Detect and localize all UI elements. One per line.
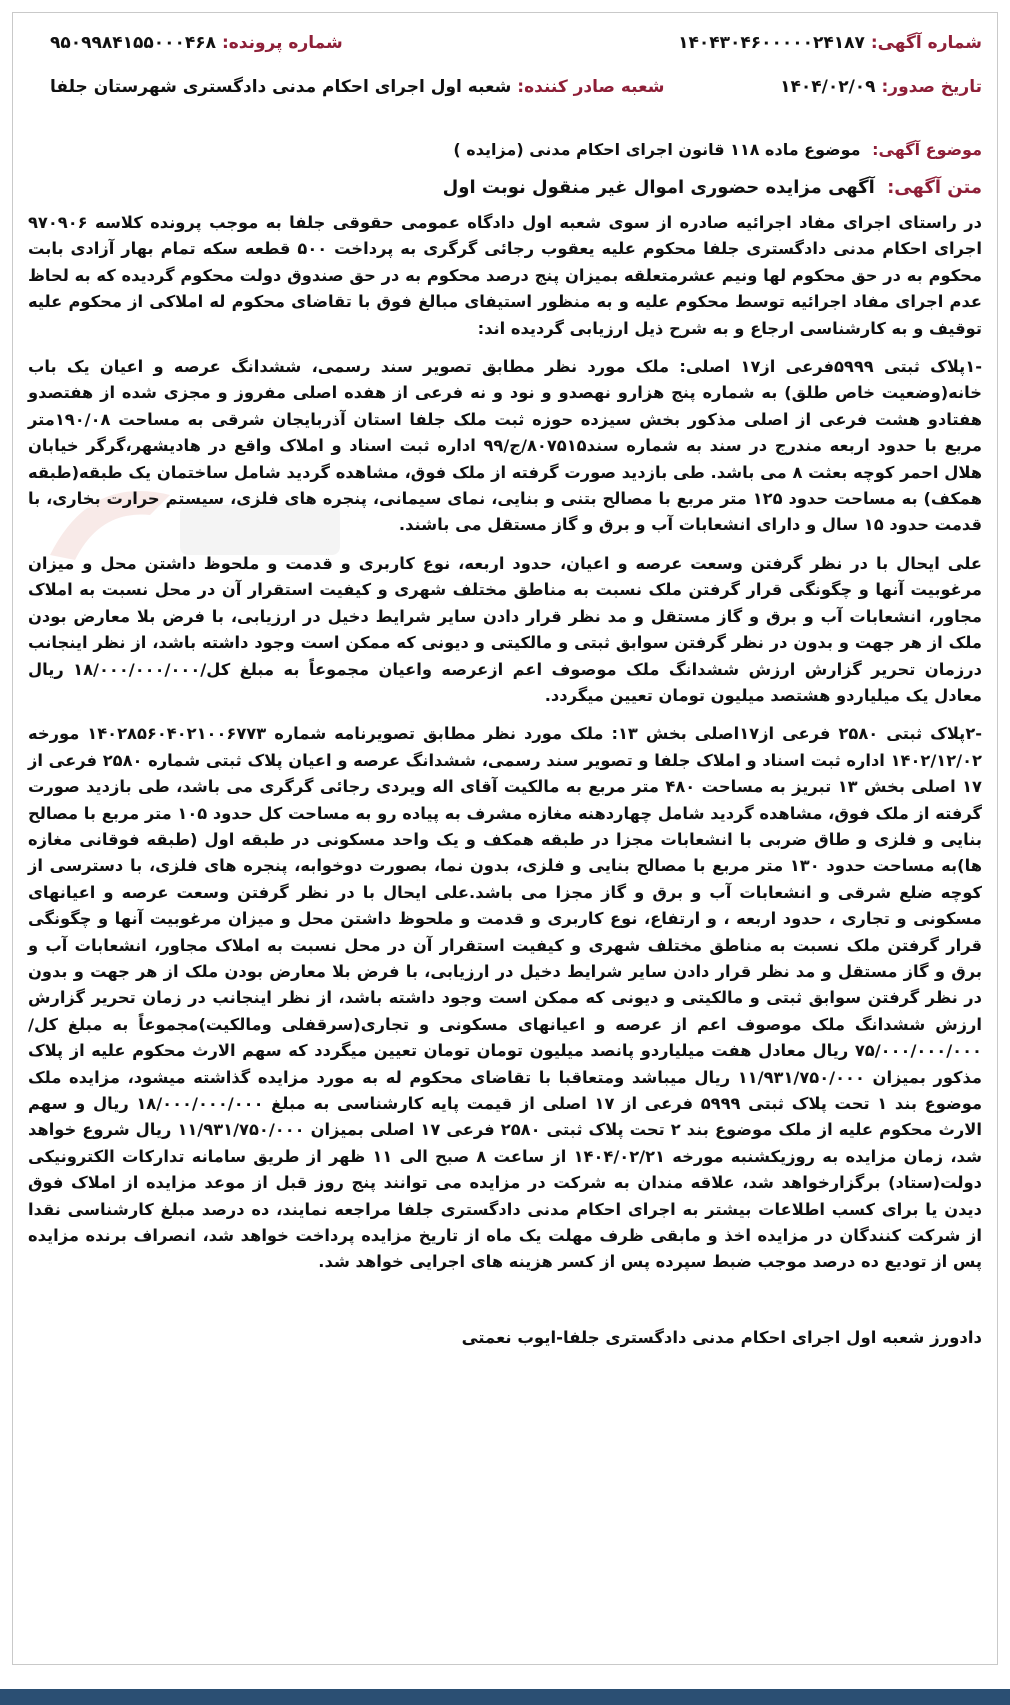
case-number: [50, 28, 343, 58]
case-number-value: ۹۵۰۹۹۸۴۱۵۵۰۰۰۴۶۸: [50, 33, 217, 53]
bottom-bar: [0, 1689, 1010, 1705]
issuing-branch-label: شعبه صادر کننده:: [517, 77, 665, 97]
notice-body: [28, 210, 982, 1276]
case-number-label: شماره پرونده:: [221, 33, 343, 53]
paragraph-property-2: -۲پلاک ثبتی ۲۵۸۰ فرعی از۱۷اصلی بخش ۱۳: ملک مورد نظر مطابق تصویرنامه شماره ۱۴۰۲۸۵۶۰۴۰۲۱۰۰۶۷۷۳ مورخه ۱۴۰۲/۱۲/۰۲ اداره ثبت اسناد و املاک جلفا و تصویر سند رسمی، ششدانگ عرصه و اعیان پلاک ثبتی شماره ۲۵۸۰ فرعی از ۱۷ اصلی بخش ۱۳ تبریز به مساحت ۴۸۰ متر مربع به مالکیت آقای اله ویردی رجائی گرگری می باشد، طی بازدید صورت گرفته از ملک فوق، مشاهده گردید شامل چهاردهنه مغازه مشرف به پیاده رو به مساحت کل حدود ۱۰۵ متر مربع با مصالح بنایی و فلزی و طاق ضربی با انشعابات مجزا در طبقه همکف و یک واحد مسکونی در طبقه اول (طبقه فوقانی مغازه ها)به مساحت حدود ۱۳۰ متر مربع با مصالح بنایی و فلزی، بدون نما، بصورت دوخوابه، پنجره های فلزی، با دسترسی از کوچه ضلع شرقی و انشعابات آب و برق و گاز مجزا می باشد.علی ایحال با در نظر گرفتن وسعت عرصه و اعیانهای مسکونی و تجاری ، حدود اربعه ، و ارتفاع، نوع کاربری و قدمت و ملحوظ داشتن محل و میزان مرغوبیت آنها و چگونگی قرار گرفتن ملک نسبت به مناطق مختلف شهری و کیفیت استقرار آن در محل نسبت به املاک مجاور، انشعابات آب و برق و گاز مستقل و مد نظر قرار دادن سایر شرایط دخیل در ارزیابی، با فرض بلا معارض بودن ملک از هر جهت و بدون در نظر گرفتن سوابق ثبتی و مالکیتی و دیونی که ممکن است وجود داشته باشد، از نظر اینجانب در زمان تحریر گزارش ارزش ششدانگ ملک موصوف اعم از عرصه و اعیانهای مسکونی و تجاری(سرقفلی ومالکیت)مجموعاً به مبلغ کل/۷۵/۰۰۰/۰۰۰/۰۰۰ ریال معادل هفت میلیاردو پانصد میلیون تومان تومان تعیین میگردد که سهم الارث محکوم علیه از پلاک مذکور بمیزان ۱۱/۹۳۱/۷۵۰/۰۰۰ ریال میباشد ومتعاقبا با تقاضای محکوم له به مورد مزایده گذاشته میشود، مزایده ملک موضوع بند ۱ تحت پلاک ثبتی ۵۹۹۹ فرعی از ۱۷ اصلی از قیمت پایه کارشناسی به مبلغ ۱۸/۰۰۰/۰۰۰/۰۰۰ ریال و سهم الارث محکوم علیه از ملک موضوع بند ۲ تحت پلاک ثبتی ۲۵۸۰ فرعی ۱۷ اصلی بمیزان ۱۱/۹۳۱/۷۵۰/۰۰۰ ریال شروع خواهد شد، زمان مزایده به روزیکشنبه مورخه ۱۴۰۴/۰۲/۲۱ از ساعت ۸ صبح الی ۱۱ ظهر از طریق سامانه تدارکات الکترونیکی دولت(ستاد) برگزارخواهد شد، علاقه مندان به شرکت در مزایده می توانند پنج روز قبل از موعد مزایده از املاک فوق دیدن یا برای کسب اطلاعات بیشتر به اجرای احکام مدنی دادگستری جلفا مراجعه نمایند، ده درصد مبلغ کارشناسی نقدا از شرکت کنندگان در مزایده اخذ و مابقی ظرف مهلت یک ماه از تاریخ مزایده پرداخت خواهد شد، انصراف برنده مزایده پس از تودیع ده درصد موجب ضبط سپرده پس از کسر هزینه های اجرایی خواهد شد.: [28, 724, 983, 1272]
paragraph-intro: در راستای اجرای مفاد اجرائیه صادره از سوی شعبه اول دادگاه عمومی حقوقی جلفا به موجب پرونده کلاسه ۹۷۰۹۰۶ اجرای احکام مدنی دادگستری جلفا محکوم علیه یعقوب رجائی گرگری به پرداخت ۵۰۰ قطعه سکه تمام بهار آزادی بابت محکوم به در حق محکوم لها ونیم عشرمتعلقه بمیزان پنج درصد محکوم به در حق صندوق دولت محکوم گردیده که به لحاظ عدم اجرای مفاد اجرائیه توسط محکوم علیه و به منظور استیفای مبالغ فوق با تقاضای محکوم له املاکی از محکوم علیه توقیف و به کارشناسی ارجاع و به شرح ذیل ارزیابی گردیده اند:: [28, 213, 982, 338]
subject-label: موضوع آگهی:: [872, 140, 982, 159]
issue-date: [780, 72, 982, 102]
notice-number: [678, 28, 982, 58]
issue-date-label: تاریخ صدور:: [881, 77, 982, 97]
signature: دادورز شعبه اول اجرای احکام مدنی دادگستری جلفا-ایوب نعمتی: [461, 1327, 982, 1347]
issuing-branch: [50, 72, 664, 102]
paragraph-valuation-1: علی ایحال با در نظر گرفتن وسعت عرصه و اعیان، حدود اربعه، نوع کاربری و قدمت و ملحوظ داشتن محل و میزان مرغوبیت آنها و چگونگی قرار گرفتن ملک نسبت به مناطق مختلف شهری و کیفیت استقرار آن در محل نسبت به املاک مجاور، انشعابات آب و برق و گاز مستقل و مد نظر قرار دادن سایر شرایط دخیل در ارزیابی، با فرض بلا معارض بودن ملک از هر جهت و بدون در نظر گرفتن سوابق ثبتی و مالکیتی و دیونی که ممکن است وجود داشته باشد، از نظر اینجانب درزمان تحریر گزارش ارزش ششدانگ ملک موصوف اعم ازعرصه واعیان مجموعاً به مبلغ کل/۱۸/۰۰۰/۰۰۰/۰۰۰ ریال معادل یک میلیاردو هشتصد میلیون تومان تعیین میگردد.: [28, 553, 982, 705]
meta-row-2: [28, 72, 982, 102]
subject-value: موضوع ماده ۱۱۸ قانون اجرای احکام مدنی (مزایده ): [453, 140, 861, 159]
notice-number-label: شماره آگهی:: [870, 33, 982, 53]
issuing-branch-value: شعبه اول اجرای احکام مدنی دادگستری شهرستان جلفا: [50, 77, 512, 97]
notice-content: [28, 28, 982, 1645]
notice-title: آگهی مزایده حضوری اموال غیر منقول نوبت اول: [442, 177, 875, 198]
notice-text-label: متن آگهی:: [887, 177, 982, 198]
notice-number-value: ۱۴۰۴۳۰۴۶۰۰۰۰۰۲۴۱۸۷: [678, 33, 865, 53]
notice-heading: [28, 172, 982, 204]
meta-row-1: [28, 28, 982, 58]
notice-subject: [28, 136, 982, 164]
issue-date-value: ۱۴۰۴/۰۲/۰۹: [780, 77, 876, 97]
paragraph-property-1: -۱پلاک ثبتی ۵۹۹۹فرعی از۱۷ اصلی: ملک مورد نظر مطابق تصویر سند رسمی، ششدانگ عرصه و اعیان یک باب خانه(وضعیت خاص طلق) به شماره پنج هزارو نهصدو و نود و نه فرعی از هفده اصلی مفروز و مجزی شده از هفتصدو هفتادو هشت فرعی از اصلی مذکور بخش سیزده حوزه ثبت ملک جلفا استان آذربایجان شرقی به مساحت ۱۹۰/۰۸متر مربع با حدود اربعه مندرج در سند به شماره سند۸۰۷۵۱۵/ج/۹۹ اداره ثبت اسناد و املاک واقع در هادیشهر،گرگر خیابان هلال احمر کوچه بعثت ۸ می باشد. طی بازدید صورت گرفته از ملک فوق، مشاهده گردید شامل ساختمان یک طبقه(طبقه همکف) به مساحت حدود ۱۲۵ متر مربع با مصالح بتنی و بنایی، نمای سیمانی، پنجره های فلزی، سیستم حرارت بخاری، با قدمت حدود ۱۵ سال و دارای انشعابات آب و برق و گاز مستقل می باشند.: [28, 357, 983, 535]
